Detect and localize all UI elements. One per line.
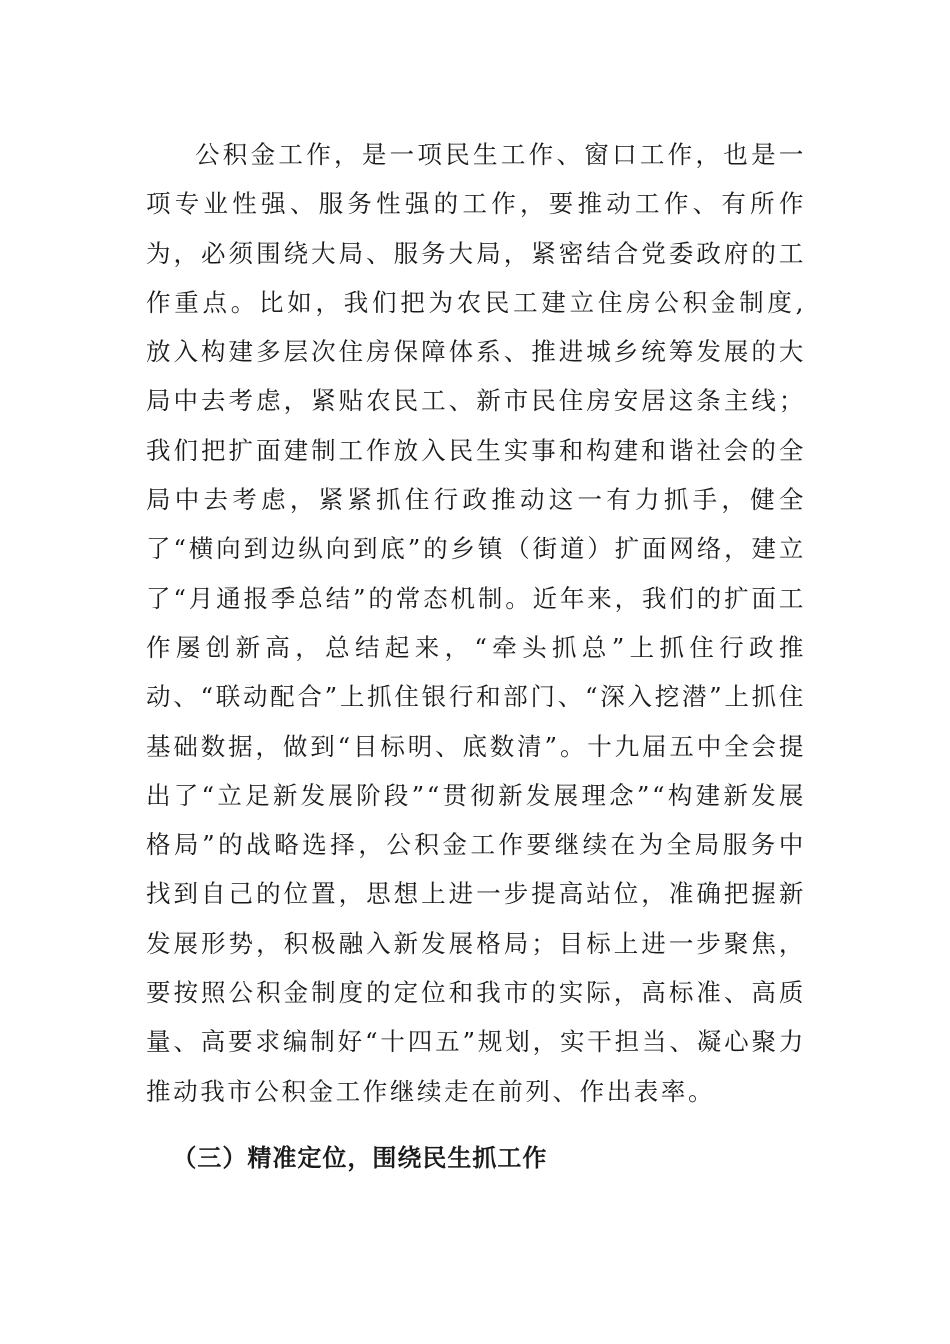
body-paragraph: 公积金工作，是一项民生工作、窗口工作，也是一项专业性强、服务性强的工作，要推动工作、有所作为，必须围绕大局、服务大局，紧密结合党委政府的工作重点。比如，我们把为农民工建立住房公积金制度,放入构建多层次住房保障体系、推进城乡统筹发展的大局中去考虑，紧贴农民工、新市民住房安居这条主线；我们把扩面建制工作放入民生实事和构建和谐社会的全局中去考虑，紧紧抓住行政推动这一有力抓手，健全了“横向到边纵向到底”的乡镇（街道）扩面网络，建立了“月通报季总结”的常态机制。近年来，我们的扩面工作屡创新高，总结起来，“牵头抓总”上抓住行政推动、“联动配合”上抓住银行和部门、“深入挖潜”上抓住基础数据，做到“目标明、底数清”。十九届五中全会提出了“立足新发展阶段”“贯彻新发展理念”“构建新发展格局”的战略选择，公积金工作要继续在为全局服务中找到自己的位置，思想上进一步提高站位，准确把握新发展形势，积极融入新发展格局；目标上进一步聚焦，要按照公积金制度的定位和我市的实际，高标准、高质量、高要求编制好“十四五”规划，实干担当、凝心聚力推动我市公积金工作继续走在前列、作出表率。 xyxy=(146,140,806,1106)
section-heading: （三）精准定位，围绕民生抓工作 xyxy=(172,1144,548,1172)
